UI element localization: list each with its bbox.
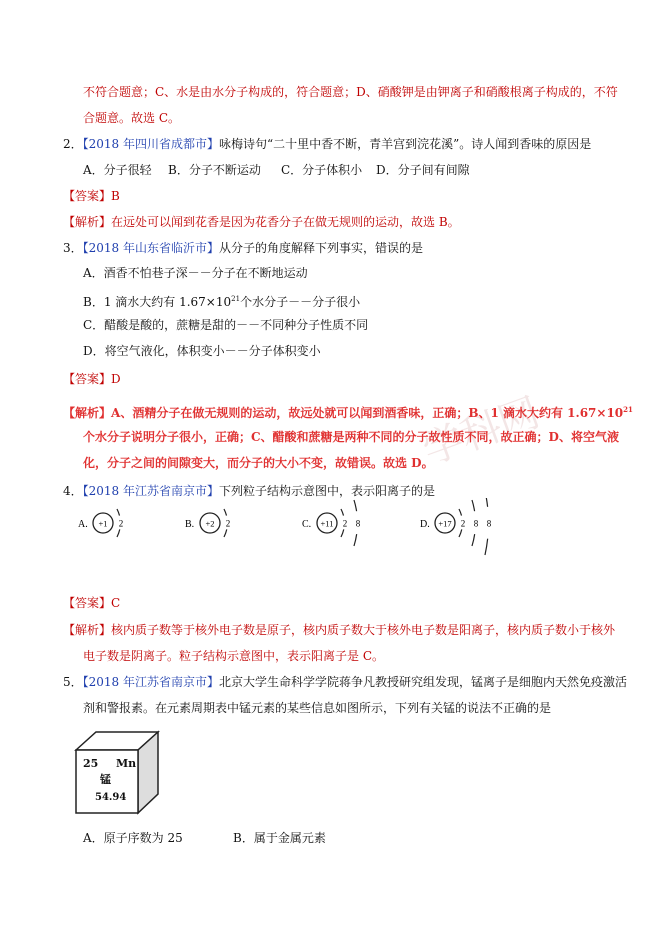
option-d: D．分子间有间隙	[376, 163, 470, 177]
question-5: 5．【2018 年江苏省南京市】北京大学生命科学学院蒋争凡教授研究组发现，锰离子是细胞内天然免疫激活	[63, 675, 628, 689]
question-5-options	[83, 830, 326, 846]
diagram-label: C.	[302, 519, 312, 530]
diagram-label: D.	[420, 519, 430, 530]
shell-electron-count: 2	[118, 518, 124, 529]
question-2-options	[83, 162, 470, 178]
option-b: B．属于金属元素	[233, 831, 326, 845]
option-c: C．分子体积小	[281, 163, 363, 177]
question-stem-line: 剂和警报素。在元素周期表中锰元素的某些信息如图所示，下列有关锰的说法不正确的是	[83, 701, 552, 715]
question-source: 【2018 年江苏省南京市】	[82, 675, 219, 689]
element-symbol: Mn	[116, 757, 137, 770]
option-c: C．醋酸是酸的，蔗糖是甜的－－不同种分子性质不同	[83, 318, 369, 332]
shell-electron-count: 8	[355, 518, 361, 529]
question-source: 【2018 年山东省临沂市】	[82, 241, 219, 255]
diagram-label: A.	[78, 519, 88, 530]
option-a: A．分子很轻	[83, 163, 152, 177]
explanation: 【解析】A、酒精分子在做无规则的运动，故远处就可以闻到酒香味，正确；B、1 滴水大约有 $1.67\times 10^{21}$	[63, 405, 633, 420]
shell-electron-count: 2	[225, 518, 231, 529]
diagram-label: B.	[185, 519, 195, 530]
shell-electron-count: 2	[342, 518, 348, 529]
question-2	[63, 136, 591, 152]
answer: 【答案】B	[63, 189, 120, 203]
option-a: A．原子序数为 25	[83, 831, 183, 845]
explanation-line: 个水分子说明分子很小，正确；C、醋酸和蔗糖是两种不同的分子故性质不同，故正确；D、将空气液	[83, 430, 619, 444]
particle-diagram-d	[420, 498, 530, 578]
question-source: 【2018 年江苏省南京市】	[82, 484, 219, 498]
shell-electron-count: 8	[486, 518, 492, 529]
answer: 【答案】C	[63, 596, 121, 610]
explanation-line: 化，分子之间的间隙变大，而分子的大小不变，故错误。故选 D。	[83, 456, 434, 470]
explanation: 【解析】核内质子数等于核外电子数是原子，核内质子数大于核外电子数是阳离子，核内质子数小于核外	[63, 623, 616, 637]
shell-electron-count: 8	[473, 518, 479, 529]
atomic-number: 25	[83, 757, 99, 770]
nucleus-charge: +2	[205, 518, 215, 529]
question-3: 3．【2018 年山东省临沂市】从分子的角度解释下列事实，错误的是	[63, 241, 424, 255]
question-stem: 咏梅诗句“二十里中香不断，青羊宫到浣花溪”。诗人闻到香味的原因是	[219, 137, 592, 151]
nucleus-charge: +1	[98, 518, 108, 529]
particle-diagram-c	[302, 498, 412, 578]
question-source: 【2018 年四川省成都市】	[82, 137, 219, 151]
question-number: 2．	[63, 137, 83, 151]
answer: 【答案】D	[63, 372, 121, 386]
watermark: 学科网	[417, 390, 546, 473]
explanation-continuation: 合题意。故选 C。	[83, 111, 180, 125]
element-name: 锰	[100, 773, 111, 786]
option-b: B．1 滴水大约有 $1.67\times 10^{21}$个水分子－－分子很小	[83, 295, 361, 309]
option-d: D．将空气液化，体积变小－－分子体积变小	[83, 344, 321, 358]
explanation-line: 电子数是阴离子。粒子结构示意图中，表示阳离子是 C。	[83, 649, 384, 663]
question-4: 4．【2018 年江苏省南京市】下列粒子结构示意图中，表示阳离子的是	[63, 484, 436, 498]
atomic-mass: 54.94	[95, 792, 127, 803]
explanation: 【解析】在远处可以闻到花香是因为花香分子在做无规则的运动，故选 B。	[63, 215, 460, 229]
nucleus-charge: +11	[320, 518, 334, 529]
shell-electron-count: 2	[460, 518, 466, 529]
explanation-continuation: 不符合题意；C、水是由水分子构成的，符合题意；D、硝酸钾是由钾离子和硝酸根离子构成的，不符	[83, 85, 618, 99]
particle-diagram-a	[78, 498, 188, 578]
option-a: A．酒香不怕巷子深－－分子在不断地运动	[83, 266, 308, 280]
option-b: B．分子不断运动	[168, 163, 261, 177]
nucleus-charge: +17	[438, 518, 452, 529]
particle-diagram-b	[185, 498, 295, 578]
